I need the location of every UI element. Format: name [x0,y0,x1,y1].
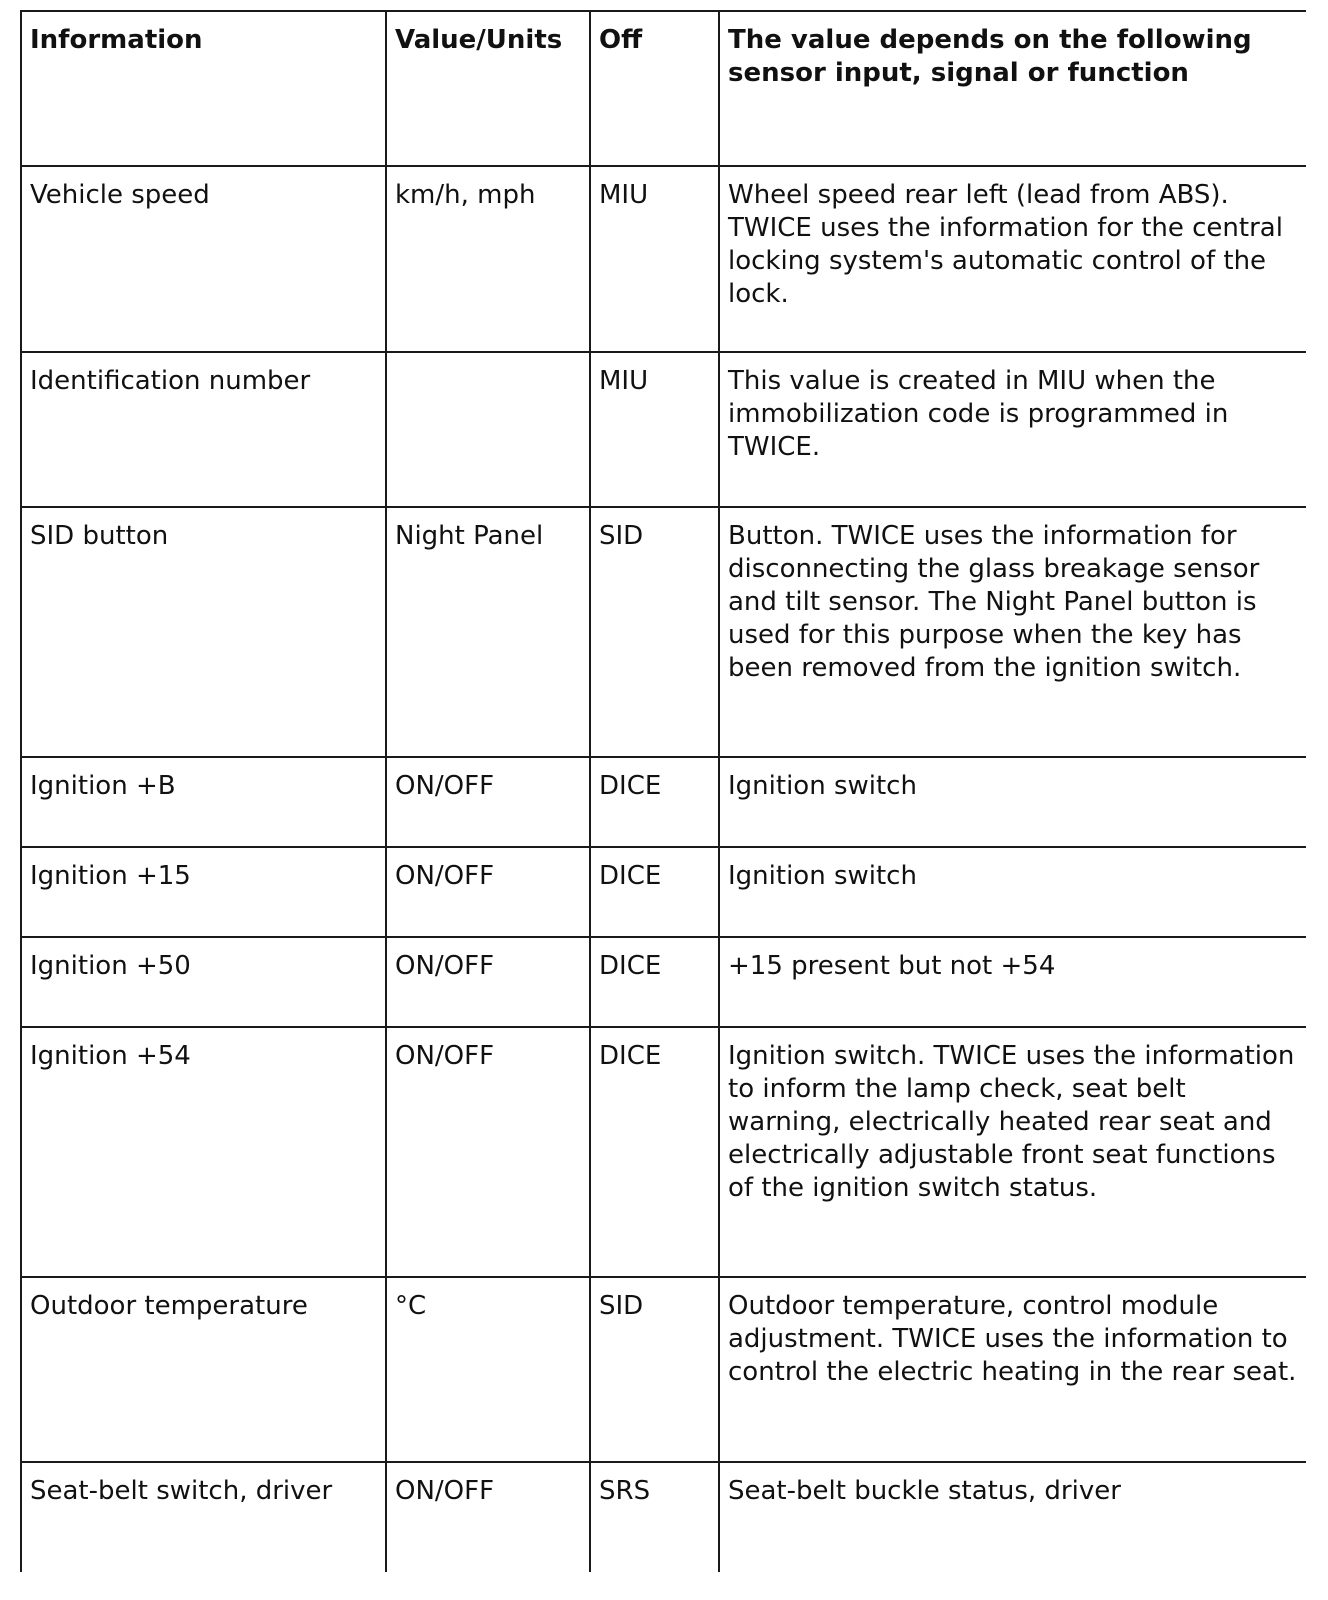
cell-off: DICE [590,847,719,937]
cell-off: SRS [590,1462,719,1572]
cell-information: Vehicle speed [21,166,386,352]
table-row [21,937,1306,1027]
cell-depends-on: Button. TWICE uses the information for disconnecting the glass breakage sensor and tilt sensor. The Night Panel button is used for this purpose when the key has been removed from the ignition switch. [719,507,1306,757]
cell-information: Outdoor temperature [21,1277,386,1462]
cell-off: MIU [590,166,719,352]
table-row [21,507,1306,757]
cell-information: Ignition +B [21,757,386,847]
cell-value-units: Night Panel [386,507,590,757]
table-row [21,847,1306,937]
cell-information: Ignition +50 [21,937,386,1027]
header-information: Information [21,11,386,166]
cell-off: SID [590,507,719,757]
header-depends-on: The value depends on the following sensor input, signal or function [719,11,1306,166]
table-row [21,352,1306,507]
cell-information: Seat-belt switch, driver [21,1462,386,1572]
header-value-units: Value/Units [386,11,590,166]
cell-off: MIU [590,352,719,507]
cell-information: Identification number [21,352,386,507]
cell-depends-on: +15 present but not +54 [719,937,1306,1027]
table-row [21,757,1306,847]
cell-information: Ignition +15 [21,847,386,937]
cell-depends-on: Wheel speed rear left (lead from ABS). TWICE uses the information for the central locking system's automatic control of the lock. [719,166,1306,352]
cell-depends-on: Ignition switch [719,757,1306,847]
cell-value-units: ON/OFF [386,937,590,1027]
cell-depends-on: Seat-belt buckle status, driver [719,1462,1306,1572]
table-row [21,166,1306,352]
cell-off: DICE [590,937,719,1027]
cell-off: SID [590,1277,719,1462]
cell-value-units: °C [386,1277,590,1462]
cell-depends-on: Outdoor temperature, control module adjustment. TWICE uses the information to control the electric heating in the rear seat. [719,1277,1306,1462]
cell-value-units: km/h, mph [386,166,590,352]
cell-value-units: ON/OFF [386,847,590,937]
table-row [21,1462,1306,1572]
cell-value-units: ON/OFF [386,1462,590,1572]
cell-off: DICE [590,757,719,847]
cell-depends-on: Ignition switch. TWICE uses the information to inform the lamp check, seat belt warning, electrically heated rear seat and electrically adjustable front seat functions of the ignition switch status. [719,1027,1306,1277]
cell-value-units: ON/OFF [386,757,590,847]
header-row [21,11,1306,166]
cell-off: DICE [590,1027,719,1277]
table-row [21,1027,1306,1277]
table-row [21,1277,1306,1462]
document-page [20,10,1306,1600]
cell-depends-on: Ignition switch [719,847,1306,937]
cell-information: SID button [21,507,386,757]
cell-information: Ignition +54 [21,1027,386,1277]
signal-table [20,10,1306,1572]
cell-value-units: ON/OFF [386,1027,590,1277]
header-off: Off [590,11,719,166]
cell-depends-on: This value is created in MIU when the immobilization code is programmed in TWICE. [719,352,1306,507]
cell-value-units [386,352,590,507]
